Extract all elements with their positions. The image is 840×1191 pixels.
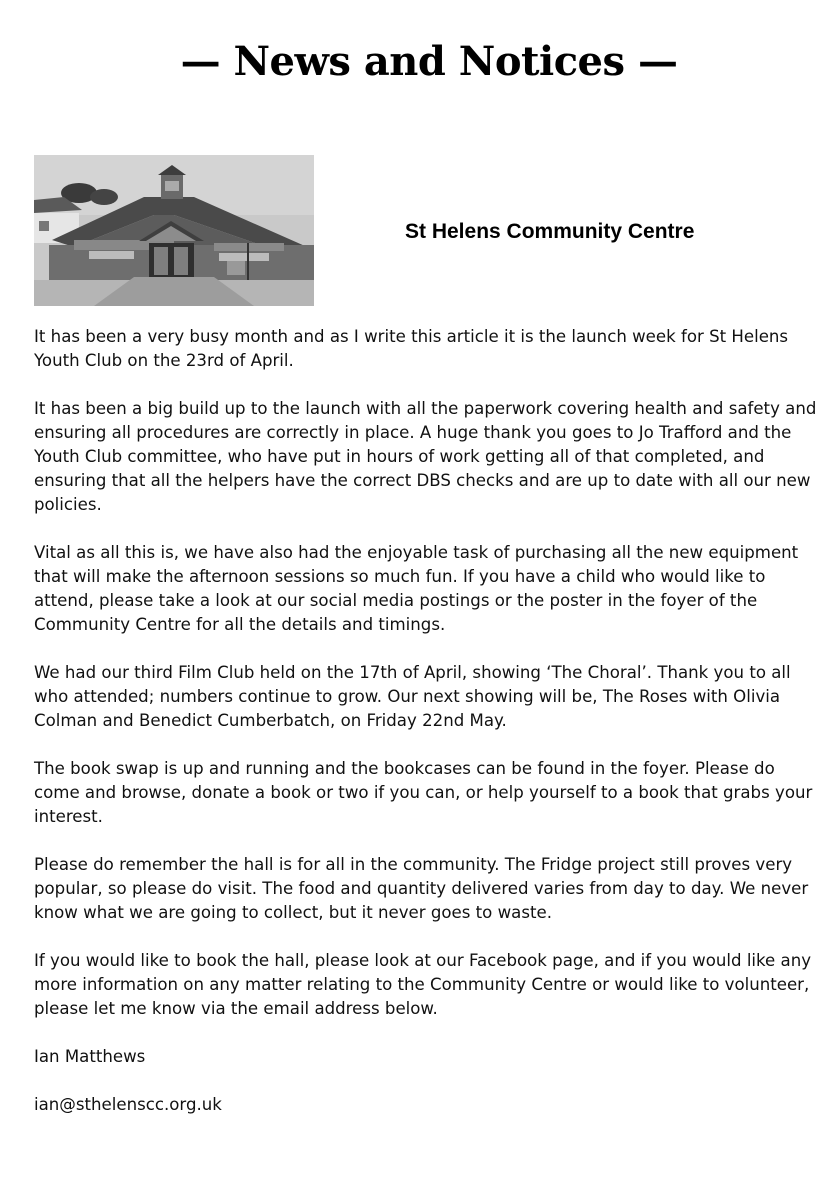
article-paragraph: It has been a very busy month and as I write this article it is the launch week for St Helens Youth Club on the 23rd of April.	[34, 327, 789, 370]
article-paragraph: The book swap is up and running and the bookcases can be found in the foyer. Please do come and browse, donate a book or two if you can, or help yourself to a book that grabs your interest.	[34, 759, 813, 826]
article-paragraph: Please do remember the hall is for all in the community. The Fridge project still proves very popular, so please do visit. The food and quantity delivered varies from day to day. We never know what we are going to collect, but it never goes to waste.	[34, 855, 809, 922]
article-paragraph: If you would like to book the hall, please look at our Facebook page, and if you would like any more information on any matter relating to the Community Centre or would like to volunteer, please let me know via the email address below.	[34, 951, 812, 1018]
article-body	[34, 325, 819, 1141]
article-heading: St Helens Community Centre	[405, 220, 695, 243]
author-signature: Ian Matthews	[34, 1047, 146, 1066]
article-paragraph: It has been a big build up to the launch with all the paperwork covering health and safety and ensuring all procedures are correctly in place. A huge thank you goes to Jo Trafford and the Youth Club committee, who have put in hours of work getting all of that completed, and ensuring that all the helpers have the correct DBS checks and are up to date with all our new policies.	[34, 399, 817, 514]
community-centre-photo	[34, 155, 314, 306]
page-title: — News and Notices —	[180, 38, 678, 85]
author-email-link[interactable]: ian@sthelenscc.org.uk	[34, 1095, 222, 1114]
article-paragraph: We had our third Film Club held on the 17th of April, showing ‘The Choral’. Thank you to all who attended; numbers continue to grow. Our next showing will be, The Roses with Olivia Colman and Benedict Cumberbatch, on Friday 22nd May.	[34, 663, 791, 730]
article-paragraph: Vital as all this is, we have also had the enjoyable task of purchasing all the new equipment that will make the afternoon sessions so much fun. If you have a child who would like to attend, please take a look at our social media postings or the poster in the foyer of the Community Centre for all the details and timings.	[34, 543, 799, 634]
